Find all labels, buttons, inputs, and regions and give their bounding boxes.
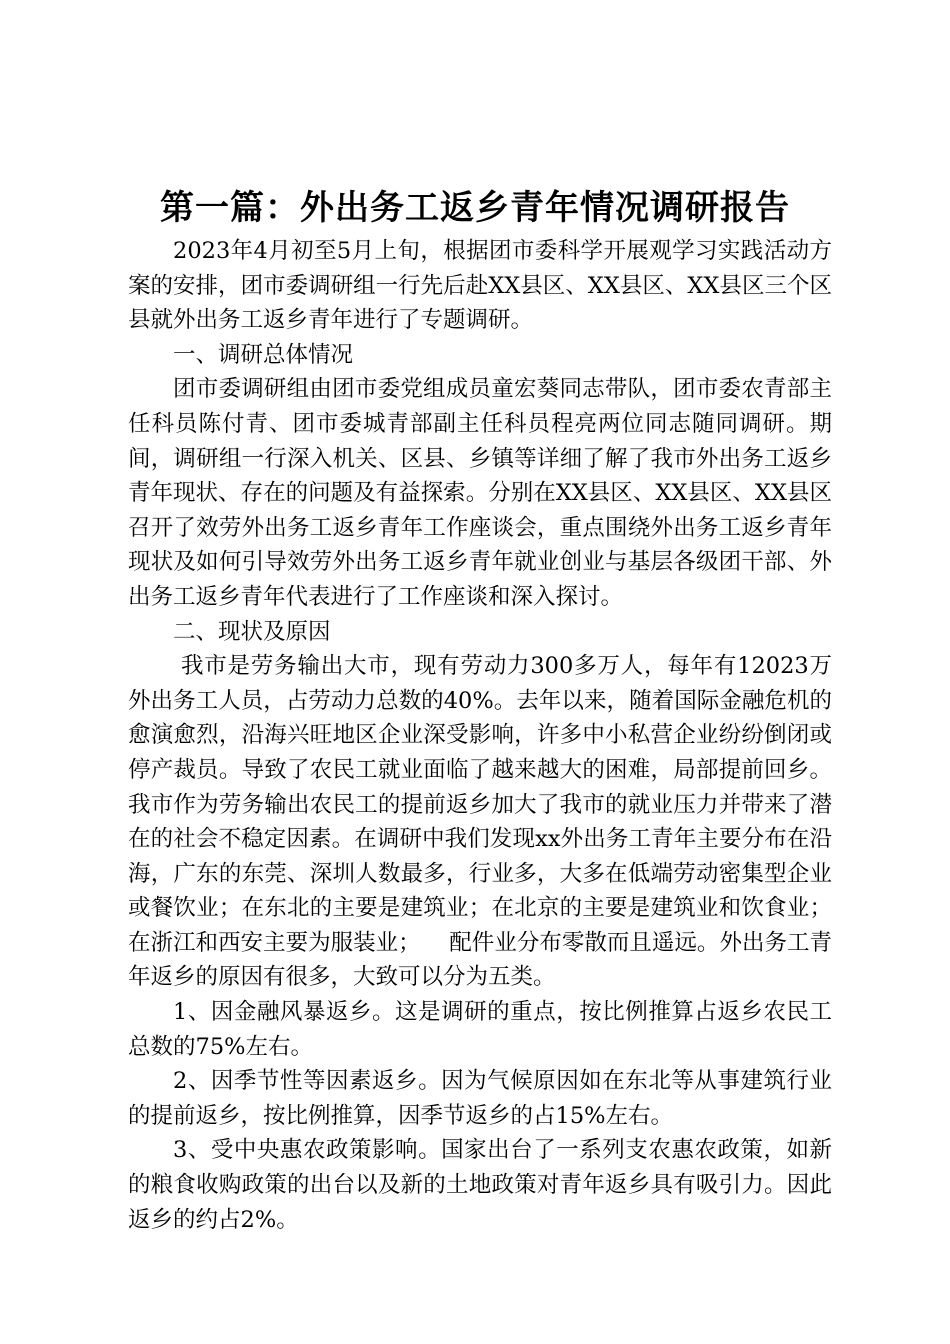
status-paragraph: 我市是劳务输出大市，现有劳动力300多万人，每年有12023万外出务工人员，占劳动力总数的40%。去年以来，随着国际金融危机的愈演愈烈，沿海兴旺地区企业深受影响，许多中小私营企业纷纷倒闭或停产裁员。导致了农民工就业面临了越来越大的困难，局部提前回乡。我市作为劳务输出农民工的提前返乡加大了我市的就业压力并带来了潜在的社会不稳定因素。在调研中我们发现xx外出务工青年主要分布在沿海，广东的东莞、深圳人数最多，行业多，大多在低端劳动密集型企业或餐饮业；在东北的主要是建筑业；在北京的主要是建筑业和饮食业；在浙江和西安主要为服装业； 配件业分布零散而且遥远。外出务工青年返乡的原因有很多，大致可以分为五类。	[128, 653, 832, 991]
reason-item-1: 1、因金融风暴返乡。这是调研的重点，按比例推算占返乡农民工总数的75%左右。	[128, 999, 832, 1060]
section-heading-status: 二、现状及原因	[173, 618, 331, 645]
reason-item-2: 2、因季节性等因素返乡。因为气候原因如在东北等从事建筑行业的提前返乡，按比例推算，因季节返乡的占15%左右。	[128, 1068, 832, 1129]
document-title: 第一篇：外出务工返乡青年情况调研报告	[160, 188, 790, 228]
document-body	[128, 234, 832, 1237]
section-heading-overview: 一、调研总体情况	[173, 341, 354, 368]
overview-paragraph: 团市委调研组由团市委党组成员童宏葵同志带队，团市委农青部主任科员陈付青、团市委城青部副主任科员程亮两位同志随同调研。期间，调研组一行深入机关、区县、乡镇等详细了解了我市外出务工返乡青年现状、存在的问题及有益探索。分别在XX县区、XX县区、XX县区召开了效劳外出务工返乡青年工作座谈会，重点围绕外出务工返乡青年现状及如何引导效劳外出务工返乡青年就业创业与基层各级团干部、外出务工返乡青年代表进行了工作座谈和深入探讨。	[128, 376, 832, 610]
intro-paragraph: 2023年4月初至5月上旬，根据团市委科学开展观学习实践活动方案的安排，团市委调研组一行先后赴XX县区、XX县区、XX县区三个区县就外出务工返乡青年进行了专题调研。	[128, 238, 832, 334]
reason-item-3: 3、受中央惠农政策影响。国家出台了一系列支农惠农政策，如新的粮食收购政策的出台以及新的土地政策对青年返乡具有吸引力。因此返乡的约占2%。	[128, 1137, 832, 1233]
